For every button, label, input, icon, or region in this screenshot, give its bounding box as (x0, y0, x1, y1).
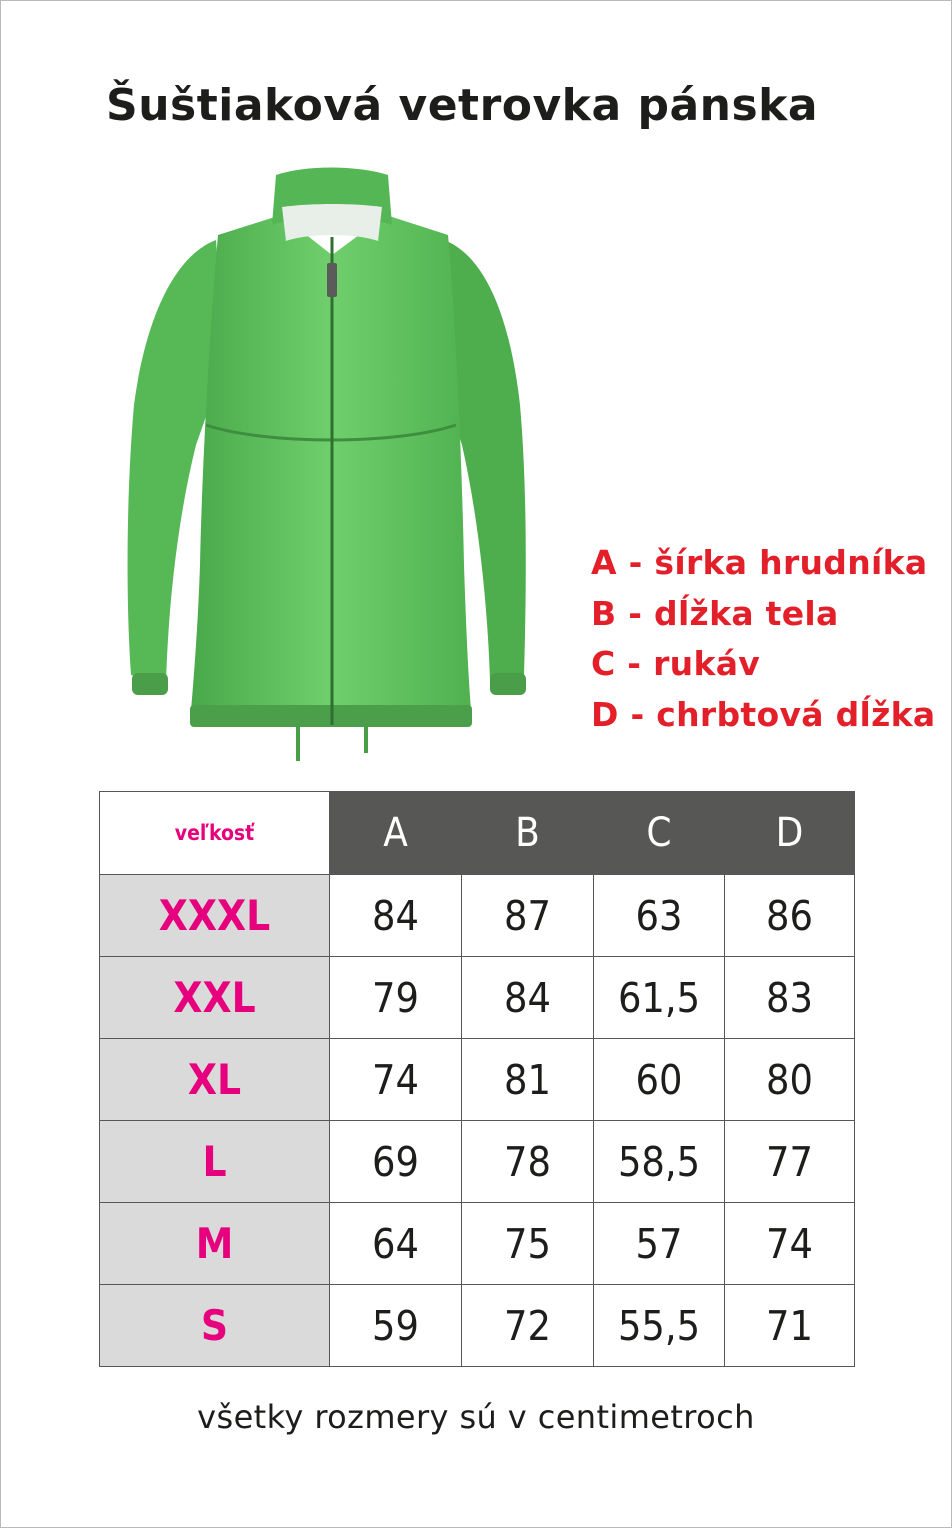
table-cell: 81 (462, 1039, 594, 1121)
table-cell: 80 (725, 1039, 855, 1121)
jacket-image (106, 145, 556, 785)
legend-item-a: A - šírka hrudníka (591, 543, 928, 582)
table-cell: 63 (594, 875, 725, 957)
measurement-legend (591, 538, 936, 740)
table-row (100, 1285, 855, 1367)
table-header-row (100, 792, 855, 875)
size-label: XXXL (100, 875, 330, 957)
table-cell: 60 (594, 1039, 725, 1121)
units-note: všetky rozmery sú v centimetroch (197, 1398, 755, 1436)
table-cell: 57 (594, 1203, 725, 1285)
table-cell: 59 (330, 1285, 462, 1367)
table-cell: 84 (462, 957, 594, 1039)
size-column-header: veľkosť (100, 792, 330, 875)
legend-item-b: B - dĺžka tela (591, 593, 839, 633)
table-cell: 78 (462, 1121, 594, 1203)
table-cell: 87 (462, 875, 594, 957)
table-cell: 75 (462, 1203, 594, 1285)
table-row (100, 1121, 855, 1203)
table-cell: 84 (330, 875, 462, 957)
legend-item-c: C - rukáv (591, 644, 761, 683)
table-row (100, 1203, 855, 1285)
table-cell: 74 (330, 1039, 462, 1121)
page-title: Šuštiaková vetrovka pánska (106, 80, 819, 131)
table-cell: 71 (725, 1285, 855, 1367)
table-cell: 72 (462, 1285, 594, 1367)
table-row (100, 1039, 855, 1121)
table-cell: 64 (330, 1203, 462, 1285)
size-label: S (100, 1285, 330, 1367)
table-cell: 61,5 (594, 957, 725, 1039)
table-row (100, 875, 855, 957)
legend-item-d: D - chrbtová dĺžka (591, 694, 936, 734)
column-header-c: C (594, 792, 725, 875)
size-table (99, 791, 855, 1367)
table-cell: 79 (330, 957, 462, 1039)
size-label: L (100, 1121, 330, 1203)
table-cell: 55,5 (594, 1285, 725, 1367)
table-cell: 77 (725, 1121, 855, 1203)
table-cell: 58,5 (594, 1121, 725, 1203)
table-cell: 69 (330, 1121, 462, 1203)
table-cell: 86 (725, 875, 855, 957)
column-header-b: B (462, 792, 594, 875)
table-cell: 74 (725, 1203, 855, 1285)
size-label: M (100, 1203, 330, 1285)
table-cell: 83 (725, 957, 855, 1039)
table-row (100, 957, 855, 1039)
column-header-a: A (330, 792, 462, 875)
column-header-d: D (725, 792, 855, 875)
size-label: XL (100, 1039, 330, 1121)
size-label: XXL (100, 957, 330, 1039)
